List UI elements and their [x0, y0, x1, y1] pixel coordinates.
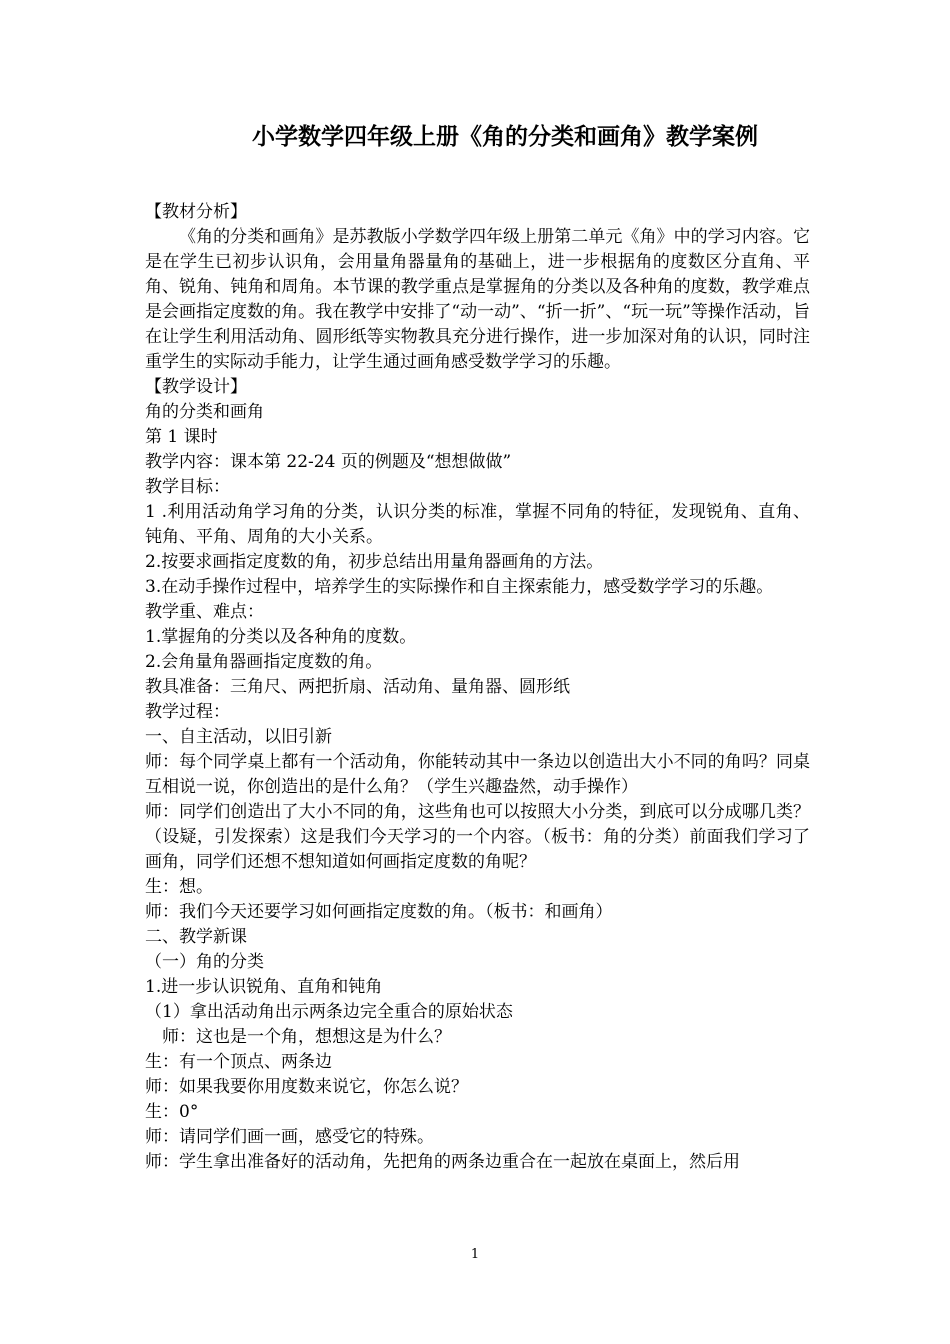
teaching-goal-1: 1 .利用活动角学习角的分类，认识分类的标准，掌握不同角的特征，发现锐角、直角、钝角、平角、周角的大小关系。 — [145, 502, 810, 547]
paragraph-material-analysis: 《角的分类和画角》是苏教版小学数学四年级上册第二单元《角》中的学习内容。它是在学生已初步认识角，会用量角器量角的基础上，进一步根据角的度数区分直角、平角、锐角、钝角和周角。本节课的教学重点是掌握角的分类以及各种角的度数，教学难点是会画指定度数的角。我在教学中安排了“动一动”、“折一折”、“玩一玩”等操作活动，旨在让学生利用活动角、圆形纸等实物教具充分进行操作，进一步加深对角的认识，同时注重学生的实际动手能力，让学生通过画角感受数学学习的乐趣。 — [145, 227, 810, 372]
teaching-goals-heading: 教学目标： — [145, 477, 230, 497]
dialogue-line: 师：学生拿出准备好的活动角，先把角的两条边重合在一起放在桌面上，然后用 — [145, 1152, 740, 1172]
section-one-heading: 一、自主活动，以旧引新 — [145, 727, 332, 747]
lesson-period: 第 1 课时 — [145, 427, 218, 447]
dialogue-line: 师：我们今天还要学习如何画指定度数的角。（板书：和画角） — [145, 902, 613, 922]
dialogue-line: 生：有一个顶点、两条边 — [145, 1052, 332, 1072]
teaching-content: 教学内容：课本第 22-24 页的例题及“想想做做” — [145, 452, 512, 472]
page-number: 1 — [470, 1247, 480, 1262]
teaching-aids: 教具准备：三角尺、两把折扇、活动角、量角器、圆形纸 — [145, 677, 570, 697]
teaching-process-heading: 教学过程： — [145, 702, 230, 722]
subsection-item: （1）拿出活动角出示两条边完全重合的原始状态 — [145, 1002, 513, 1022]
dialogue-line: 师：每个同学桌上都有一个活动角，你能转动其中一条边以创造出大小不同的角吗？同桌互相说一说，你创造出的是什么角？（学生兴趣盎然，动手操作） — [145, 752, 810, 797]
key-points-heading: 教学重、难点： — [145, 602, 264, 622]
dialogue-line: 师：如果我要你用度数来说它，你怎么说？ — [145, 1077, 468, 1097]
subsection-item: 1.进一步认识锐角、直角和钝角 — [145, 977, 383, 997]
subsection-heading: （一）角的分类 — [145, 952, 264, 972]
dialogue-line: 师：请同学们画一画，感受它的特殊。 — [145, 1127, 434, 1147]
document-body — [145, 200, 810, 1175]
dialogue-line: 生：0° — [145, 1102, 199, 1122]
section-heading-teaching-design: 【教学设计】 — [145, 377, 247, 397]
dialogue-line: 师：同学们创造出了大小不同的角，这些角也可以按照大小分类，到底可以分成哪几类？（设疑，引发探索）这是我们今天学习的一个内容。（板书：角的分类）前面我们学习了画角，同学们还想不想知道如何画指定度数的角呢？ — [145, 802, 810, 872]
dialogue-line: 生：想。 — [145, 877, 213, 897]
key-point-2: 2.会角量角器画指定度数的角。 — [145, 652, 383, 672]
dialogue-line: 师：这也是一个角，想想这是为什么？ — [162, 1027, 451, 1047]
section-heading-material-analysis: 【教材分析】 — [145, 202, 247, 222]
document-title: 小学数学四年级上册《角的分类和画角》教学案例 — [252, 123, 758, 150]
section-two-heading: 二、教学新课 — [145, 927, 247, 947]
key-point-1: 1.掌握角的分类以及各种角的度数。 — [145, 627, 417, 647]
teaching-goal-3: 3.在动手操作过程中，培养学生的实际操作和自主探索能力，感受数学学习的乐趣。 — [145, 577, 774, 597]
teaching-goal-2: 2.按要求画指定度数的角，初步总结出用量角器画角的方法。 — [145, 552, 604, 572]
lesson-title: 角的分类和画角 — [145, 402, 264, 422]
